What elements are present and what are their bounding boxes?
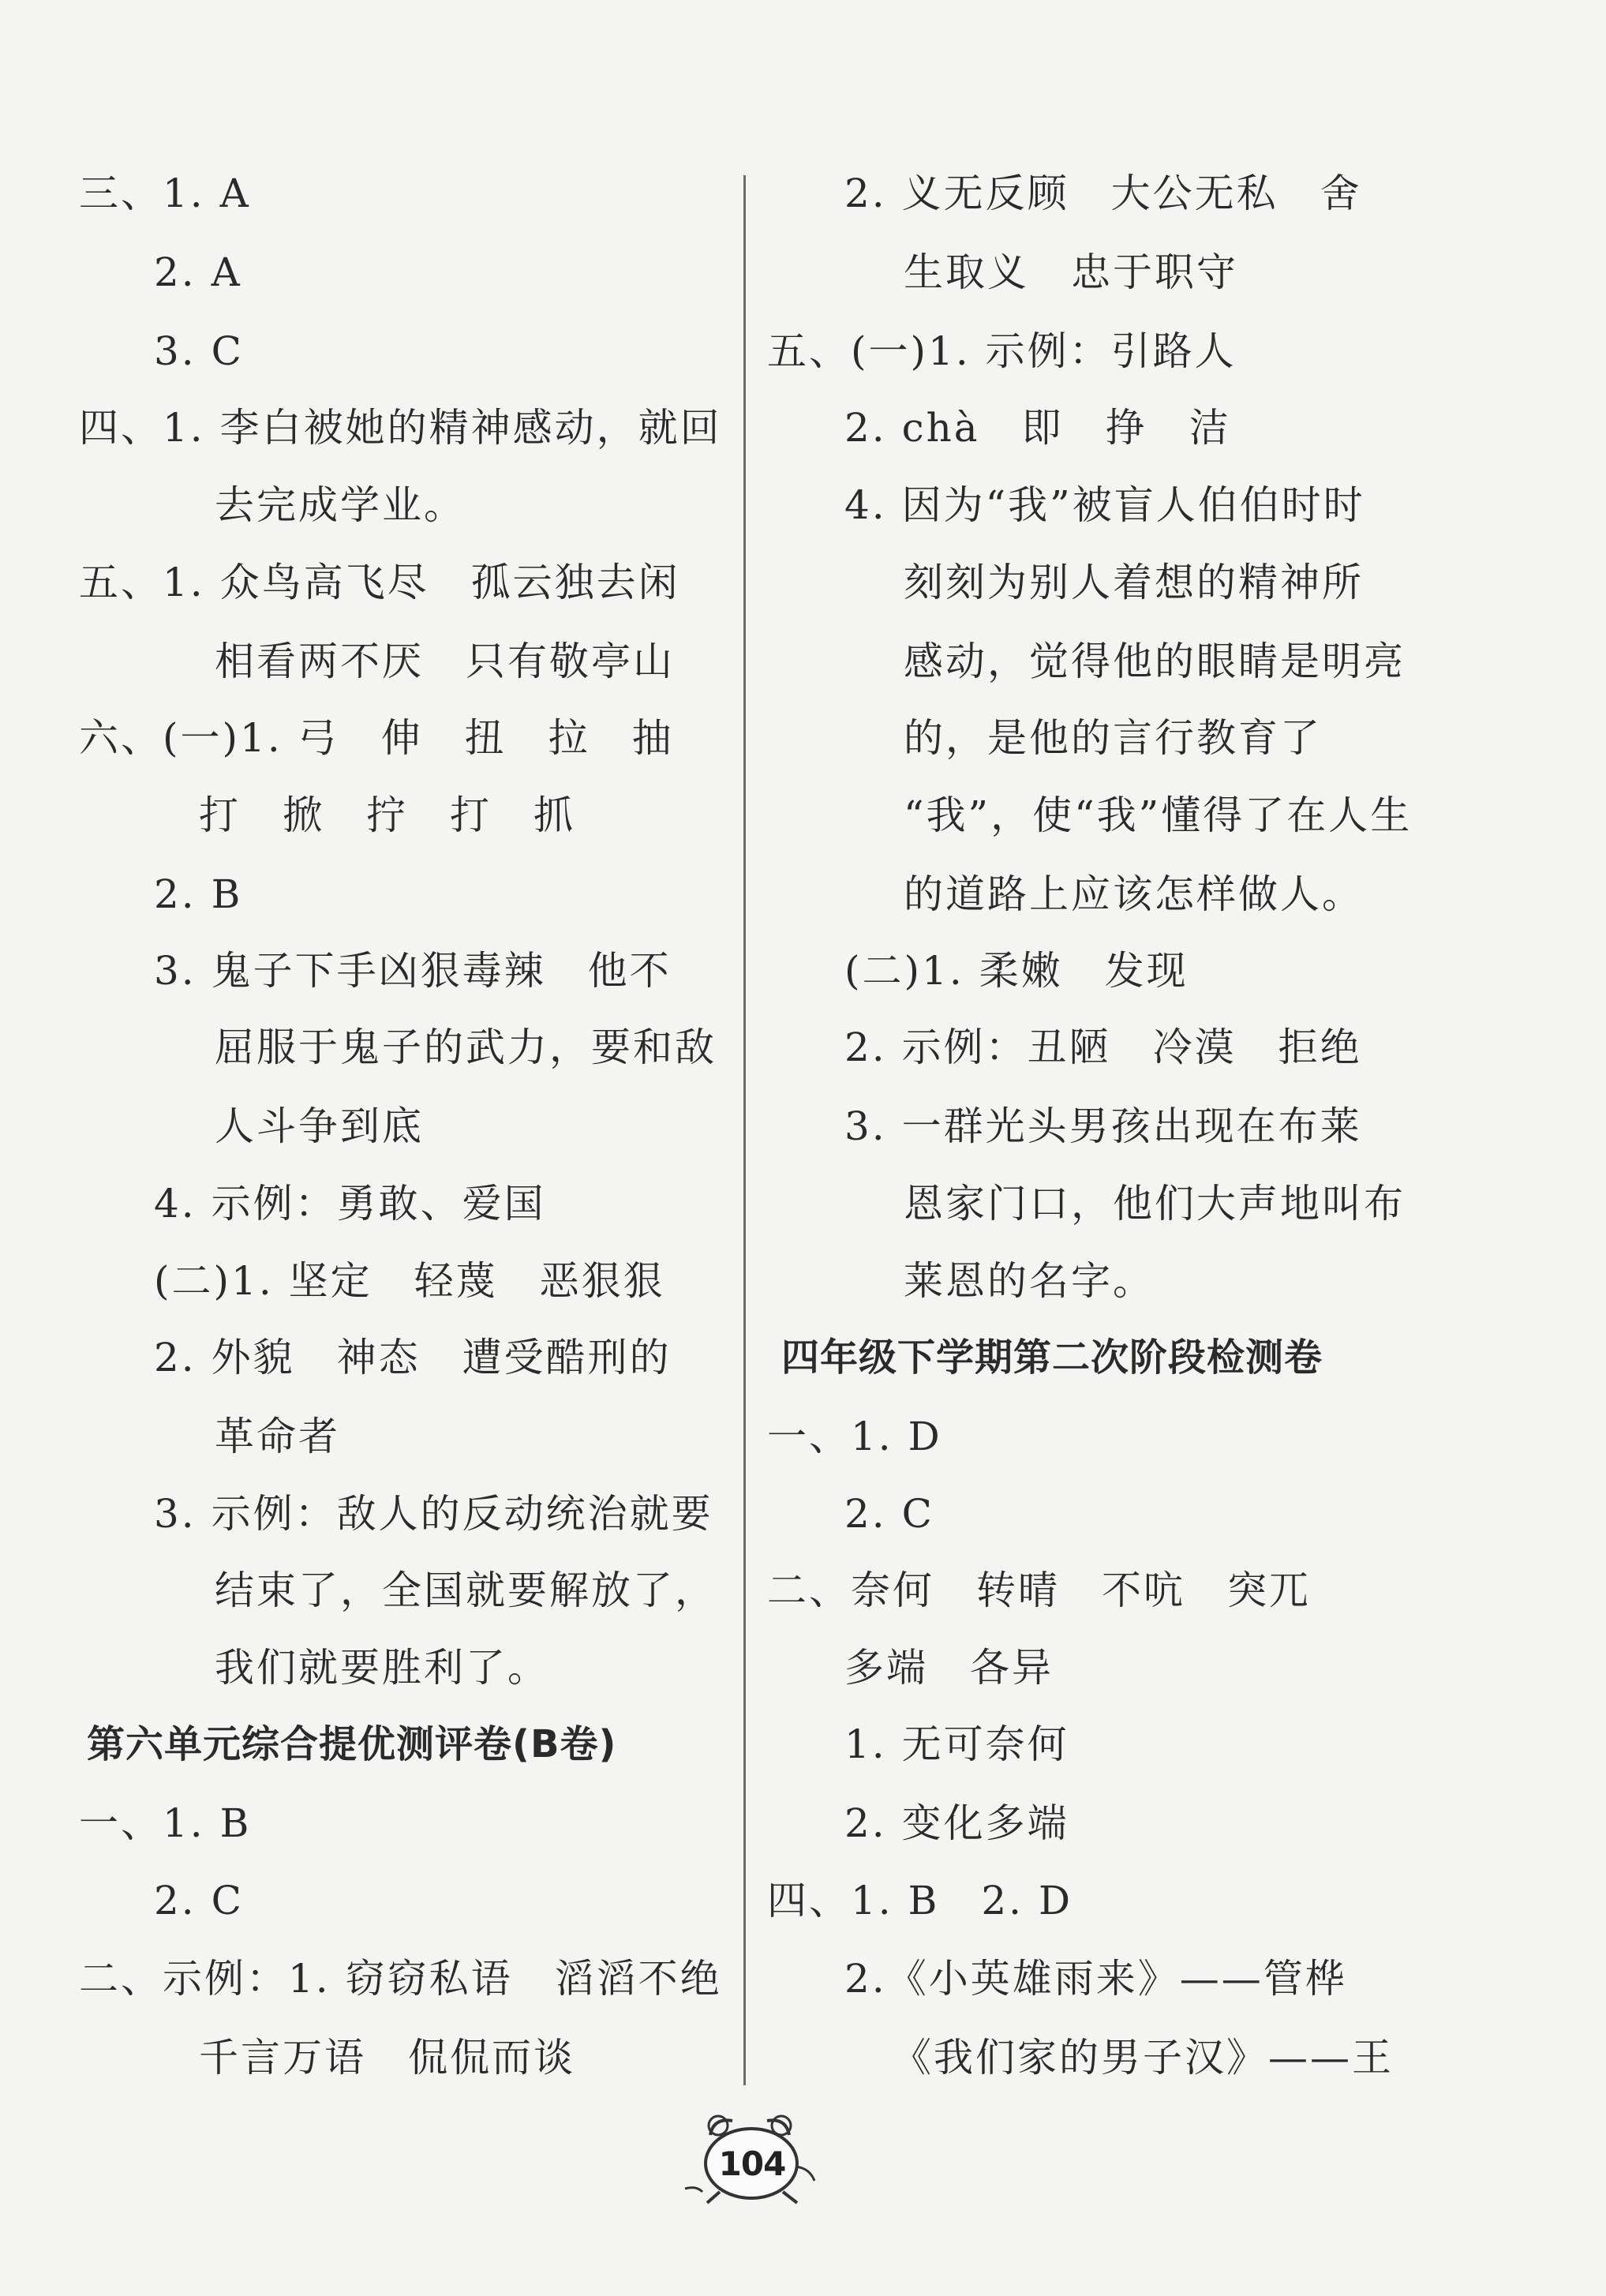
answer-line: 的道路上应该怎样做人。	[904, 871, 1364, 917]
answer-line: 2. 外貌 神态 遭受酷刑的	[154, 1335, 672, 1380]
answer-line: 革命者	[215, 1414, 340, 1459]
answer-line: (二)1. 柔嫩 发现	[844, 948, 1189, 994]
answer-line: 五、1. 众鸟高飞尽 孤云独去闲	[79, 560, 680, 605]
answer-line: 2. 义无反顾 大公无私 舍	[844, 170, 1362, 216]
answer-line: 3. C	[154, 328, 244, 374]
answer-line: 千言万语 侃侃而谈	[199, 2035, 575, 2081]
answer-line: 2. A	[154, 249, 242, 295]
answer-line: 的，是他的言行教育了	[904, 715, 1322, 761]
answer-line: 结束了，全国就要解放了，	[215, 1567, 717, 1613]
answer-line: 四、1. B 2. D	[767, 1878, 1073, 1923]
answer-line: 六、(一)1. 弓 伸 扭 拉 抽	[79, 715, 674, 761]
answer-line: 屈服于鬼子的武力，要和敌	[215, 1024, 717, 1070]
answer-line: 4. 因为“我”被盲人伯伯时时	[844, 482, 1365, 528]
answer-line: 我们就要胜利了。	[215, 1645, 549, 1691]
answer-line: 一、1. D	[767, 1414, 942, 1459]
answer-line: 打 掀 拧 打 抓	[199, 792, 575, 838]
answer-line: 四、1. 李白被她的精神感动，就回	[79, 405, 722, 451]
answer-line: 1. 无可奈何	[844, 1721, 1069, 1767]
page-number: 104	[718, 2144, 786, 2183]
answer-line: 2. B	[154, 871, 243, 917]
answer-line: 相看两不厌 只有敬亭山	[215, 639, 675, 684]
answer-line: 3. 鬼子下手凶狠毒辣 他不	[154, 948, 672, 994]
answer-line: 人斗争到底	[215, 1103, 424, 1149]
answer-line: 《我们家的男子汉》——王	[892, 2035, 1394, 2081]
answer-line: 刻刻为别人着想的精神所	[904, 560, 1364, 605]
answer-line: 4. 示例：勇敢、爱国	[154, 1181, 546, 1227]
answer-line: 感动，觉得他的眼睛是明亮	[904, 639, 1406, 684]
section-heading: 四年级下学期第二次阶段检测卷	[781, 1335, 1323, 1380]
answer-line: 一、1. B	[79, 1800, 252, 1846]
answer-line: 2. 变化多端	[844, 1800, 1069, 1846]
answer-line: “我”，使“我”懂得了在人生	[904, 792, 1413, 838]
answer-line: 去完成学业。	[215, 482, 466, 528]
answer-line: 2. chà 即 挣 洁	[844, 405, 1231, 451]
page-number-badge	[679, 2103, 821, 2206]
answer-line: 2. 示例：丑陋 冷漠 拒绝	[844, 1024, 1362, 1070]
answer-line: 二、奈何 转晴 不吭 突兀	[767, 1567, 1311, 1613]
section-heading: 第六单元综合提优测评卷(B卷)	[87, 1722, 617, 1766]
answer-line: 2.《小英雄雨来》——管桦	[844, 1956, 1347, 2002]
answer-line: (二)1. 坚定 轻蔑 恶狠狠	[154, 1258, 665, 1304]
column-divider	[743, 175, 746, 2085]
answer-line: 莱恩的名字。	[904, 1258, 1155, 1304]
answer-line: 3. 示例：敌人的反动统治就要	[154, 1491, 713, 1537]
answer-line: 三、1. A	[79, 170, 251, 216]
answer-line: 3. 一群光头男孩出现在布莱	[844, 1103, 1362, 1149]
answer-line: 2. C	[154, 1878, 244, 1923]
answer-line: 五、(一)1. 示例：引路人	[767, 328, 1237, 374]
answer-line: 2. C	[844, 1491, 934, 1537]
answer-line: 多端 各异	[844, 1645, 1054, 1691]
answer-line: 二、示例：1. 窃窃私语 滔滔不绝	[79, 1956, 722, 2002]
answer-line: 恩家门口，他们大声地叫布	[904, 1181, 1406, 1227]
answer-line: 生取义 忠于职守	[904, 249, 1238, 295]
